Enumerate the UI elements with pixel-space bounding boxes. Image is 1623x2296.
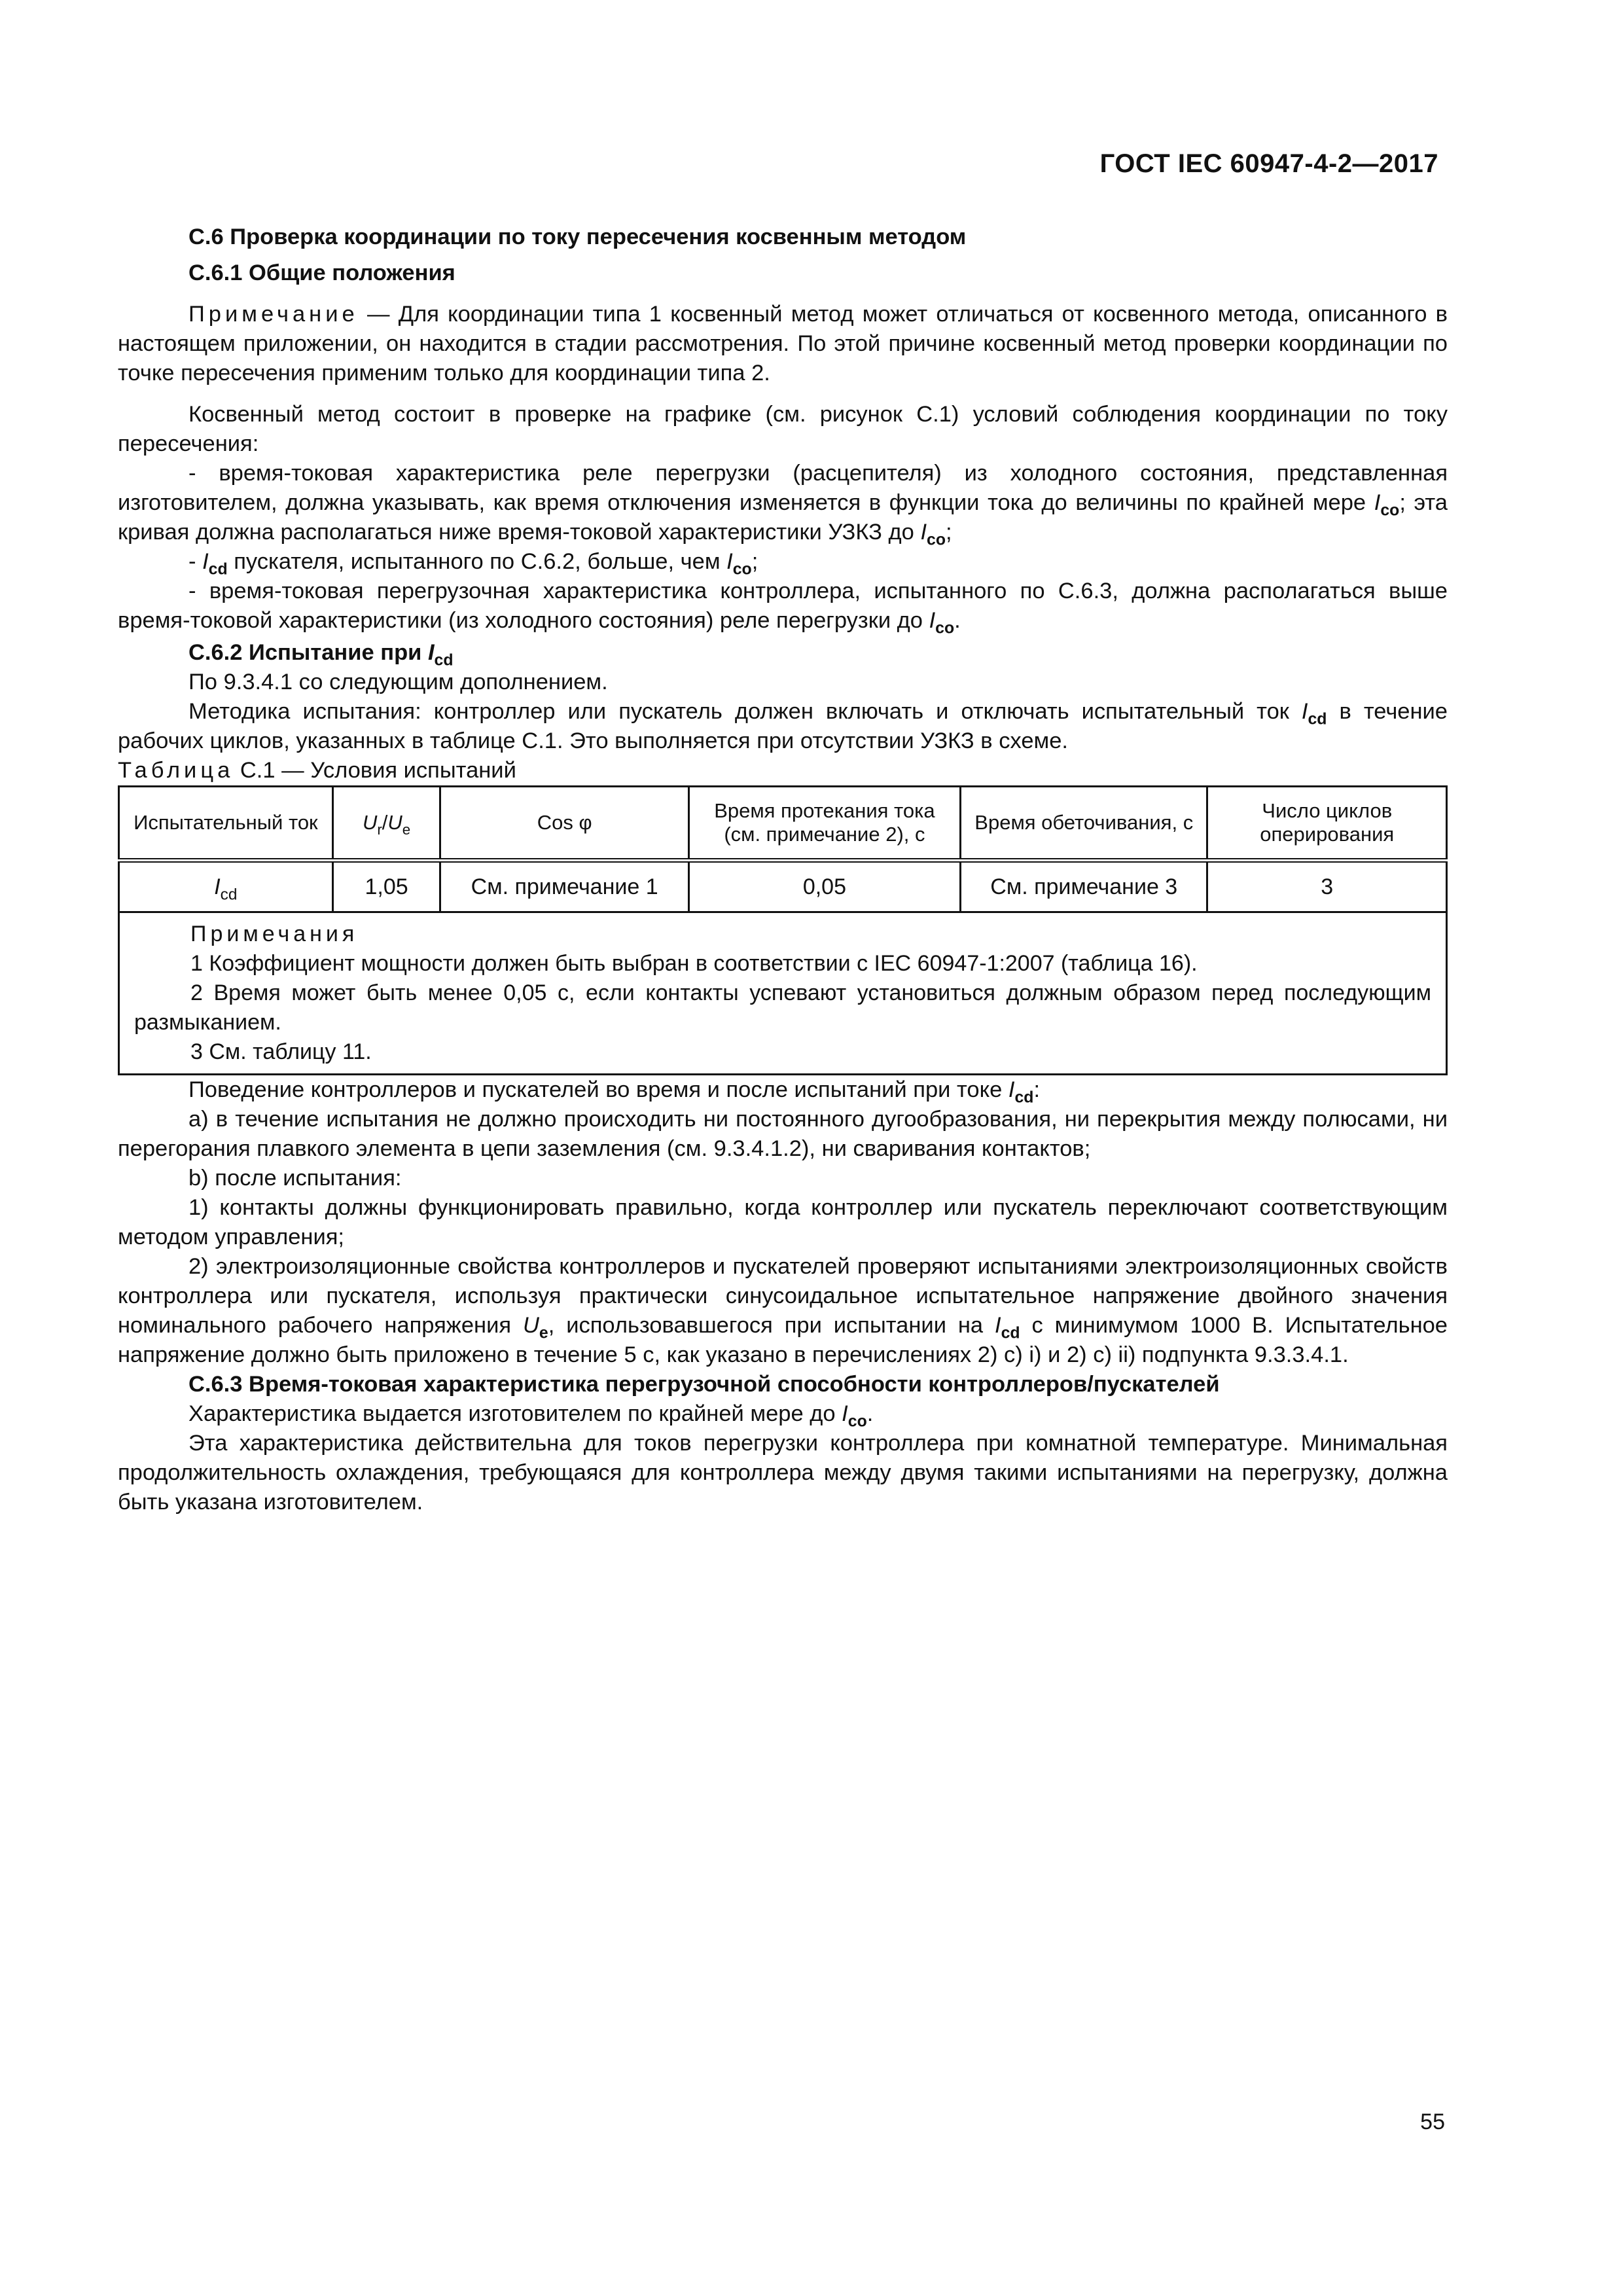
- item-b-paragraph: b) после испытания:: [188, 1166, 402, 1191]
- method-paragraph: Косвенный метод состоит в проверке на графике (см. рисунок С.1) условий соблюдения координации по току пересечения:: [118, 402, 1448, 456]
- table-notes: [119, 912, 1447, 1075]
- item-b2-text-b: , использовавшегося при испытании на: [548, 1313, 995, 1338]
- item-a-paragraph: a) в течение испытания не должно происходить ни постоянного дугообразования, ни перекрытия между полюсами, ни перегорания плавкого элемента в цепи заземления (см. 9.3.4.1.2), ни сваривания контактов;: [118, 1107, 1448, 1161]
- table-note-1: 1 Коэффициент мощности должен быть выбран в соответствии с IEC 60947-1:2007 (таблица 16).: [190, 951, 1198, 976]
- header-test-current: Испытательный ток: [119, 787, 333, 861]
- symbol-u: U: [522, 1313, 539, 1338]
- symbol-i: I: [427, 640, 435, 665]
- subscript-co: co: [847, 1412, 867, 1431]
- symbol-i: I: [202, 549, 209, 574]
- subscript-e: e: [539, 1324, 548, 1342]
- characteristic-text-b: .: [866, 1401, 874, 1426]
- section-c6-title: С.6 Проверка координации по току пересечения косвенным методом: [188, 224, 967, 249]
- subscript-co: co: [935, 619, 955, 637]
- list-item-3-text-b: .: [954, 608, 961, 633]
- symbol-u: U: [387, 811, 402, 834]
- table-note-2: 2 Время может быть менее 0,05 с, если контакты успевают установиться должным образом перед последующим размыканием.: [134, 980, 1431, 1035]
- behavior-paragraph: [118, 1075, 1448, 1105]
- item-b2-paragraph: [118, 1252, 1448, 1370]
- note-paragraph: [118, 300, 1448, 388]
- table-label: Таблица: [118, 758, 234, 783]
- symbol-i: I: [929, 608, 936, 633]
- test-method-text-a: Методика испытания: контроллер или пускатель должен включать и отключать испытательный ток: [188, 699, 1302, 724]
- header-voltage-ratio: [332, 787, 440, 861]
- table-notes-row: [119, 912, 1447, 1075]
- note-text: — Для координации типа 1 косвенный метод может отличаться от косвенного метода, описанного в настоящем приложении, он находится в стадии рассмотрения. По этой причине косвенный метод проверки координации по точке пересечения применим только для координации типа 2.: [118, 302, 1448, 386]
- list-item-3-text-a: - время-токовая перегрузочная характеристика контроллера, испытанного по С.6.3, должна располагаться выше время-токовой характеристики (из холодного состояния) реле перегрузки до: [118, 579, 1448, 633]
- section-c63-title: С.6.3 Время-токовая характеристика перегрузочной способности контроллеров/пускателей: [188, 1372, 1220, 1397]
- subscript-co: co: [1380, 501, 1400, 520]
- table-caption: [118, 756, 1448, 785]
- behavior-text-a: Поведение контроллеров и пускателей во время и после испытаний при токе: [188, 1077, 1008, 1102]
- symbol-i: I: [214, 874, 221, 899]
- subscript-cd: cd: [1308, 710, 1327, 728]
- symbol-i: I: [920, 520, 927, 545]
- subscript-cd: cd: [434, 651, 454, 670]
- reference-paragraph: По 9.3.4.1 со следующим дополнением.: [188, 670, 608, 694]
- section-c62-title-text: С.6.2 Испытание при: [188, 640, 428, 665]
- subscript-co: co: [927, 531, 946, 549]
- subscript-co: co: [732, 560, 752, 579]
- subscript-cd: cd: [1014, 1088, 1034, 1107]
- subscript-cd: cd: [1001, 1324, 1020, 1342]
- header-off-time: Время обеточивания, с: [961, 787, 1207, 861]
- list-item-3: [118, 577, 1448, 636]
- section-c62-title: [118, 638, 1448, 668]
- header-current-time: Время протекания тока (см. примечание 2), с: [688, 787, 960, 861]
- item-b1-paragraph: 1) контакты должны функционировать правильно, когда контроллер или пускатель переключают соответствующим методом управления;: [118, 1195, 1448, 1249]
- table-title: С.1 — Условия испытаний: [234, 758, 516, 783]
- item-b2-text-c: с минимумом 1000 В. Испытательное напряжение должно быть приложено в течение 5 с, как указано в перечислениях 2) c) i) и 2) c) ii) подпункта 9.3.3.4.1.: [118, 1313, 1448, 1367]
- table-header-row: [119, 787, 1447, 861]
- table-note-3: 3 См. таблицу 11.: [190, 1039, 372, 1064]
- table-row: [119, 861, 1447, 912]
- characteristic-paragraph: [118, 1399, 1448, 1429]
- list-item-1-text-b: ; эта кривая должна располагаться ниже время-токовой характеристики УЗКЗ до: [118, 490, 1448, 545]
- cell-cycles: 3: [1207, 861, 1447, 912]
- cell-current: [119, 861, 333, 912]
- symbol-i: I: [1374, 490, 1381, 515]
- section-c61-title: С.6.1 Общие положения: [188, 260, 455, 285]
- item-b2-text-a: 2) электроизоляционные свойства контроллеров и пускателей проверяют испытаниями электроизоляционных свойств контроллера или пускателя, используя практически синусоидальное испытательное напряжение двойного значения номинального рабочего напряжения: [118, 1254, 1448, 1338]
- subscript-r: r: [377, 821, 382, 838]
- list-item-1-text-c: ;: [946, 520, 952, 545]
- symbol-i: I: [842, 1401, 848, 1426]
- slash: /: [382, 811, 388, 834]
- page-content: [118, 223, 1448, 1517]
- characteristic-text-a: Характеристика выдается изготовителем по крайней мере до: [188, 1401, 842, 1426]
- list-item-2-text-b: пускателя, испытанного по С.6.2, больше, чем: [227, 549, 727, 574]
- subscript-e: e: [402, 821, 411, 838]
- header-cycles: Число циклов оперирования: [1207, 787, 1447, 861]
- document-code: ГОСТ IEC 60947-4-2—2017: [1099, 149, 1438, 178]
- list-item-2-text-c: ;: [751, 549, 758, 574]
- symbol-u: U: [362, 811, 378, 834]
- header-cos-phi: Cos φ: [440, 787, 688, 861]
- symbol-i: I: [1301, 699, 1308, 724]
- test-method-paragraph: [118, 697, 1448, 756]
- symbol-i: I: [1008, 1077, 1015, 1102]
- list-item-2-text-a: -: [188, 549, 203, 574]
- test-method-text-b: в течение рабочих циклов, указанных в таблице С.1. Это выполняется при отсутствии УЗКЗ в схеме.: [118, 699, 1448, 753]
- notes-label: Примечания: [190, 922, 359, 946]
- cell-off-time: См. примечание 3: [961, 861, 1207, 912]
- validity-paragraph: Эта характеристика действительна для токов перегрузки контроллера при комнатной температуре. Минимальная продолжительность охлаждения, требующаяся для контроллера между двумя такими испытаниями на перегрузку, должна быть указана изготовителем.: [118, 1431, 1448, 1515]
- subscript-cd: cd: [208, 560, 228, 579]
- list-item-1: [118, 459, 1448, 547]
- subscript-cd: cd: [220, 886, 238, 904]
- cell-cos-phi: См. примечание 1: [440, 861, 688, 912]
- list-item-2: [118, 547, 1448, 577]
- symbol-i: I: [726, 549, 733, 574]
- list-item-1-text-a: - время-токовая характеристика реле перегрузки (расцепителя) из холодного состояния, представленная изготовителем, должна указывать, как время отключения изменяется в функции тока до величины по крайней мере: [118, 461, 1448, 515]
- behavior-text-b: :: [1033, 1077, 1041, 1102]
- cell-voltage-ratio: 1,05: [332, 861, 440, 912]
- symbol-i: I: [995, 1313, 1001, 1338]
- cell-current-time: 0,05: [688, 861, 960, 912]
- page-number: 55: [1420, 2109, 1445, 2134]
- test-conditions-table: [118, 785, 1448, 1075]
- note-label: Примечание: [188, 302, 359, 327]
